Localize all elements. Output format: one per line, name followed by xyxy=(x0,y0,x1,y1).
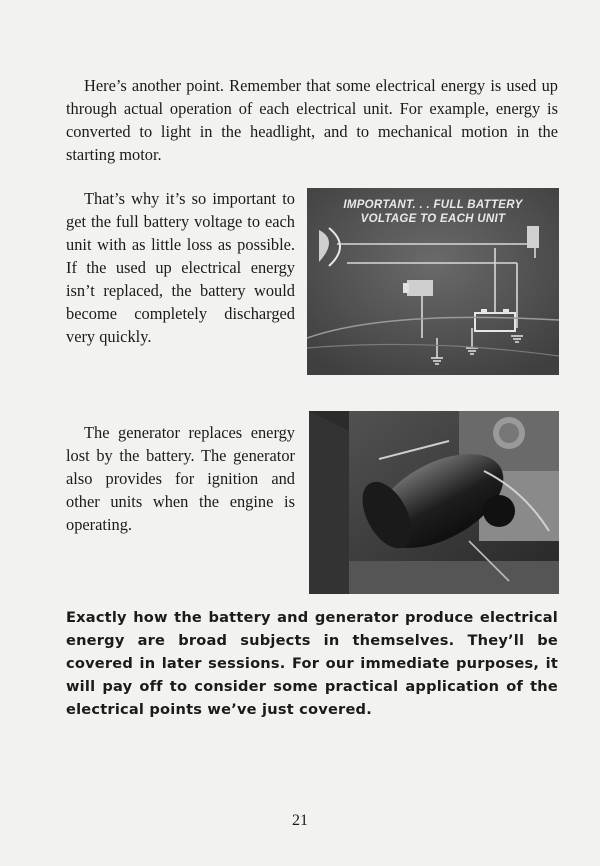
wiring-diagram-figure xyxy=(307,188,559,375)
generator-photo xyxy=(309,411,559,594)
summary-paragraph: Exactly how the battery and generator produce electrical energy are broad subjects in themselves. They’ll be covered in later sessions. For our immediate purposes, it will pay off to consider some practical application of the electrical points we’ve just covered. xyxy=(66,609,558,718)
generator-paragraph: The generator replaces energy lost by the battery. The generator also provides for ignition and other units when the engine is operating. xyxy=(66,423,295,534)
diagram-caption-line-1: IMPORTANT. . . FULL BATTERY xyxy=(343,199,523,211)
starting-motor-shape xyxy=(403,280,433,296)
page-number: 21 xyxy=(292,812,308,829)
diagram-caption xyxy=(307,198,559,226)
diagram-caption-line-2: VOLTAGE TO EACH UNIT xyxy=(360,213,506,225)
voltage-paragraph: That’s why it’s so important to get the full battery voltage to each unit with as little loss as possible. If the used up electrical energy isn’t replaced, the battery would become completely discharged very quickly. xyxy=(66,189,295,346)
generator-photo-illustration xyxy=(309,411,559,594)
intro-paragraph: Here’s another point. Remember that some electrical energy is used up through actual operation of each electrical unit. For example, energy is converted to light in the headlight, and to mechanical motion in the starting motor. xyxy=(66,76,558,164)
